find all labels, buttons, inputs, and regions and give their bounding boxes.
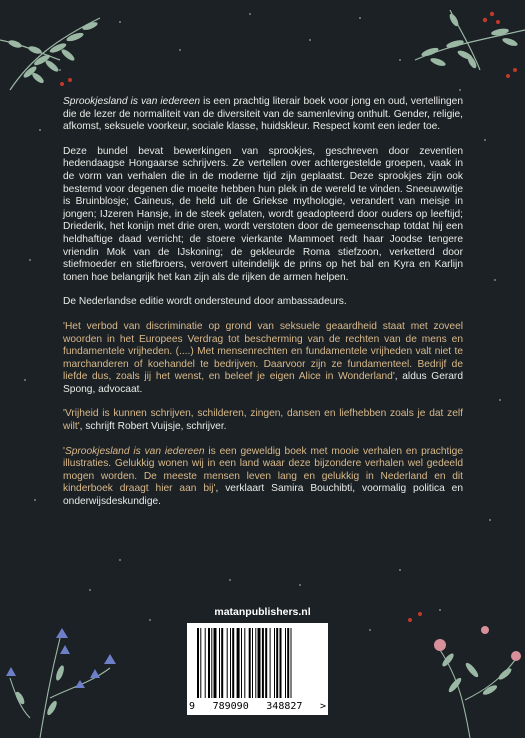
barcode-bar: [221, 628, 223, 698]
quote-text: ': [63, 445, 65, 457]
quote-text: 'Het verbod van discriminatie op grond van seksuele geaardheid staat met zoveel woorden in het Europees Verdrag tot bescherming van de rechten van de mens en fundamentele vrijheden. (....) Met mensenrechten en fundamentele vrijheden valt niet te marchanderen of koehandel te bedrijven. Daarvoor zijn ze fundamenteel. Bedrijf de liefde dus, zoals jij het wenst, en beleef je eigen Alice in Wonderland': [63, 320, 463, 383]
publisher-website[interactable]: matanpublishers.nl: [214, 606, 311, 618]
barcode-bar: [276, 628, 278, 698]
barcode-bar: [291, 628, 292, 698]
paragraph: [63, 296, 463, 309]
barcode-bar: [265, 628, 267, 698]
barcode-bar: [211, 628, 212, 698]
paragraph: [63, 446, 463, 509]
isbn-barcode: [187, 623, 328, 715]
paragraph: [63, 96, 463, 134]
paragraph-text: Sprookjesland is van iedereen: [63, 96, 201, 107]
paragraph-text: Deze bundel bevat bewerkingen van sprookjes, geschreven door zeventien hedendaagse Hongaarse schrijvers. Ze vertellen over achtergestelde groepen, vaak in de vorm van verhalen die in de moderne tijd zijn geplaatst. Deze sprookjes zijn ook bestemd voor degenen die moeite hebben hun plek in de wereld te vinden. Sneeuwwitje is Bruinblosje; Caineus, de held uit de Griekse mythologie, verandert van meisje in jongen; IJzeren Hansje, in de steek gelaten, wordt geadopteerd door ouders op leeftijd; Driederik, het konijn met drie oren, wordt verstoten door de gemeenschap totdat hij een heldhaftige daad verricht; de stoere vierkante Mammoet redt haar Joodse tengere vriendin Mok van de IJskoning; de gekleurde Roma stiefzoon, verketterd door stiefmoeder en stiefbroers, verovert uiteindelijk de prins op het bal en Kyra en Karlijn tonen hoe belangrijk het kan zijn als de rijken de armen helpen.: [63, 145, 463, 283]
barcode-digit-group: >: [319, 700, 326, 712]
barcode-bar: [214, 628, 217, 698]
paragraph: [63, 321, 463, 397]
barcode-bar: [249, 628, 251, 698]
barcode-bars: [197, 628, 317, 698]
paragraph: [63, 408, 463, 433]
barcode-bar: [232, 628, 234, 698]
quote-text: Sprookjesland is van iedereen: [64, 445, 205, 457]
barcode-digit-group: 9: [189, 700, 196, 712]
barcode-bar: [274, 628, 275, 698]
barcode-bar: [262, 628, 264, 698]
barcode-bar: [208, 628, 210, 698]
paragraph-text: , schrijft Robert Vuijsje, schrijver.: [79, 421, 227, 433]
paragraph-text: , aldus Gerard Spong, advocaat.: [63, 371, 463, 395]
barcode-bar: [237, 628, 240, 698]
barcode-bar: [258, 628, 261, 698]
paragraph: [63, 146, 463, 285]
barcode-bar: [280, 628, 282, 698]
barcode-bar: [197, 628, 199, 698]
barcode-bar: [270, 628, 271, 698]
leaf-branch-icon: [0, 0, 120, 95]
barcode-bar: [241, 628, 242, 698]
barcode-bar: [230, 628, 231, 698]
paragraph-text: is een prachtig literair boek voor jong en oud, vertellingen die de lezer de normaliteit van de diversiteit van de samenleving onthult. Gender, religie, afkomst, seksuele voorkeur, sociale klasse, huidskleur. Respect komt een ieder toe.: [63, 96, 463, 133]
paragraph-text: De Nederlandse editie wordt ondersteund door ambassadeurs.: [63, 296, 347, 308]
barcode-bar: [227, 628, 228, 698]
quote-text: 'Vrijheid is kunnen schrijven, schilderen, zingen, dansen en liefhebben zoals je dat zelf wilt': [63, 408, 463, 433]
barcode-bar: [287, 628, 289, 698]
barcode-bar: [285, 628, 286, 698]
barcode-bar: [205, 628, 206, 698]
bluebell-flower-icon: [0, 598, 150, 738]
barcode-bar: [219, 628, 220, 698]
paragraph-text: , verklaart Samira Bouchibti, voormalig politica en onderwijsdeskundige.: [63, 483, 463, 508]
barcode-bar: [252, 628, 253, 698]
barcode-bar: [244, 628, 245, 698]
berry-branch-icon: [410, 0, 525, 95]
barcode-bar: [255, 628, 256, 698]
back-cover-text: [63, 96, 463, 521]
barcode-digit-group: 348827: [266, 700, 303, 712]
barcode-bar: [200, 628, 201, 698]
barcode-digit-group: 789090: [212, 700, 249, 712]
barcode-digits: [189, 700, 326, 712]
quote-text: is een geweldig boek met mooie verhalen en prachtige illustraties. Gelukkig wonen wij in een land waar deze bijzondere verhalen wel gedeeld mogen worden. De meeste mensen leven lang en gelukkig in Nederland en dit kinderboek draagt hier aan bij': [63, 445, 463, 495]
